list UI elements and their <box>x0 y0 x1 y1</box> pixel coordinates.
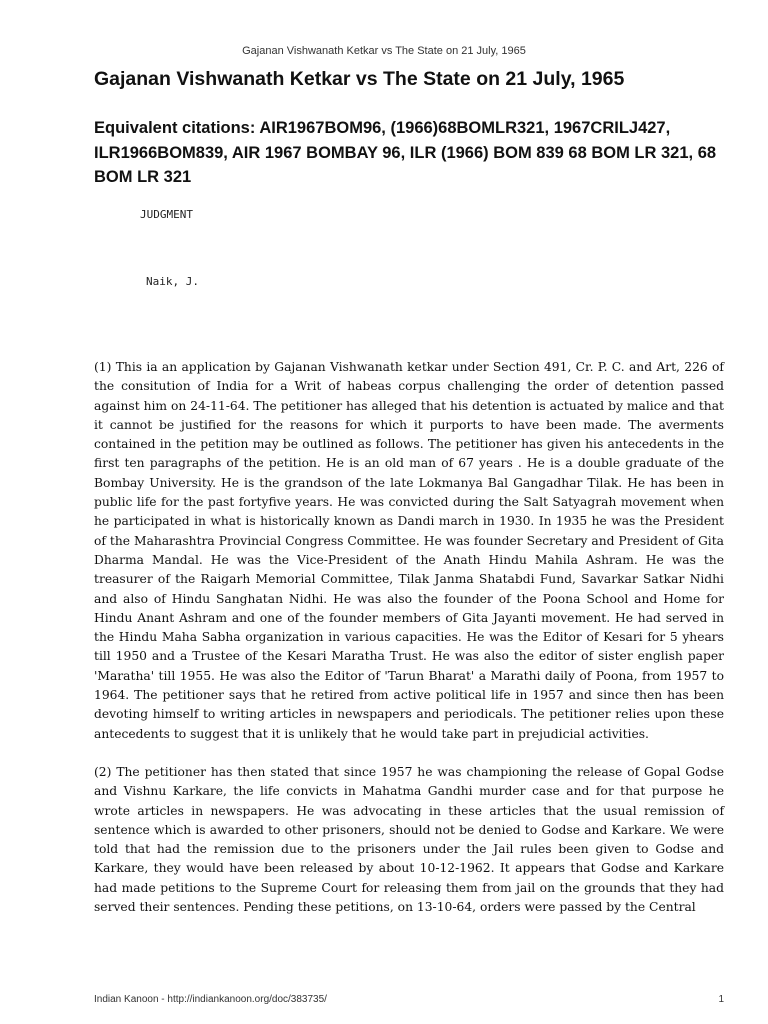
running-header-title: Gajanan Vishwanath Ketkar vs The State on 21 July, 1965 <box>242 45 526 57</box>
equivalent-citations: Equivalent citations: AIR1967BOM96, (1966)68BOMLR321, 1967CRILJ427, ILR1966BOM839, AIR 1967 BOMBAY 96, ILR (1966) BOM 839 68 BOM LR 321, 68 BOM LR 321 <box>94 119 717 186</box>
footer-source-link[interactable]: Indian Kanoon - http://indiankanoon.org/doc/383735/ <box>94 994 327 1005</box>
paragraph-2: (2) The petitioner has then stated that since 1957 he was championing the release of Gopal Godse and Vishnu Karkare, the life convicts in Mahatma Gandhi murder case and for that purpose he wrote articles in newspapers. He was advocating in these articles that the usual remission of sentence which is awarded to other prisoners, should not be denied to Godse and Karkare. We were told that had the remission due to the prisoners under the Jail rules been given to Godse and Karkare, they would have been released by about 10-12-1962. It appears that Godse and Karkare had made petitions to the Supreme Court for releasing them from jail on the grounds that they had served their sentences. Pending these petitions, on 13-10-64, orders were passed by the Central <box>94 764 724 915</box>
page-number: 1 <box>718 994 724 1005</box>
judgment-body <box>94 358 724 936</box>
judge-name: Naik, J. <box>146 275 199 288</box>
paragraph-1: (1) This ia an application by Gajanan Vishwanath ketkar under Section 491, Cr. P. C. and Art, 226 of the consitution of India for a Writ of habeas corpus challenging the order of detention passed against him on 24-11-64. The petitioner has alleged that his detention is actuated by malice and that it cannot be justified for the reasons for which it purports to have been made. The averments contained in the petition may be outlined as follows. The petitioner has given his antecedents in the first ten paragraphs of the petition. He is an old man of 67 years . He is a double graduate of the Bombay University. He is the grandson of the late Lokmanya Bal Gangadhar Tilak. He has been in public life for the past fortyfive years. He was convicted during the Salt Satyagrah movement when he participated in what is historically known as Dandi march in 1930. In 1935 he was the President of the Maharashtra Provincial Congress Committee. He was founder Secretary and President of Gita Dharma Mandal. He was the Vice-President of the Anath Hindu Mahila Ashram. He was the treasurer of the Raigarh Memorial Committee, Tilak Janma Shatabdi Fund, Savarkar Satkar Nidhi and also of Hindu Sanghatan Nidhi. He was also the founder of the Poona School and Home for Hindu Anant Ashram and one of the founder members of Gita Jayanti movement. He had served in the Hindu Maha Sabha organization in various capacities. He was the Editor of Kesari for 5 yhears till 1950 and a Trustee of the Kesari Maratha Trust. He was also the editor of sister english paper 'Maratha' till 1955. He was also the Editor of 'Tarun Bharat' a Marathi daily of Poona, from 1957 to 1964. The petitioner says that he retired from active political life in 1957 and since then has been devoting himself to writing articles in newspapers and periodicals. The petitioner relies upon these antecedents to suggest that it is unlikely that he would take part in prejudicial activities. <box>94 360 724 741</box>
judgment-label: JUDGMENT <box>140 208 193 221</box>
document-title: Gajanan Vishwanath Ketkar vs The State on 21 July, 1965 <box>94 68 625 90</box>
